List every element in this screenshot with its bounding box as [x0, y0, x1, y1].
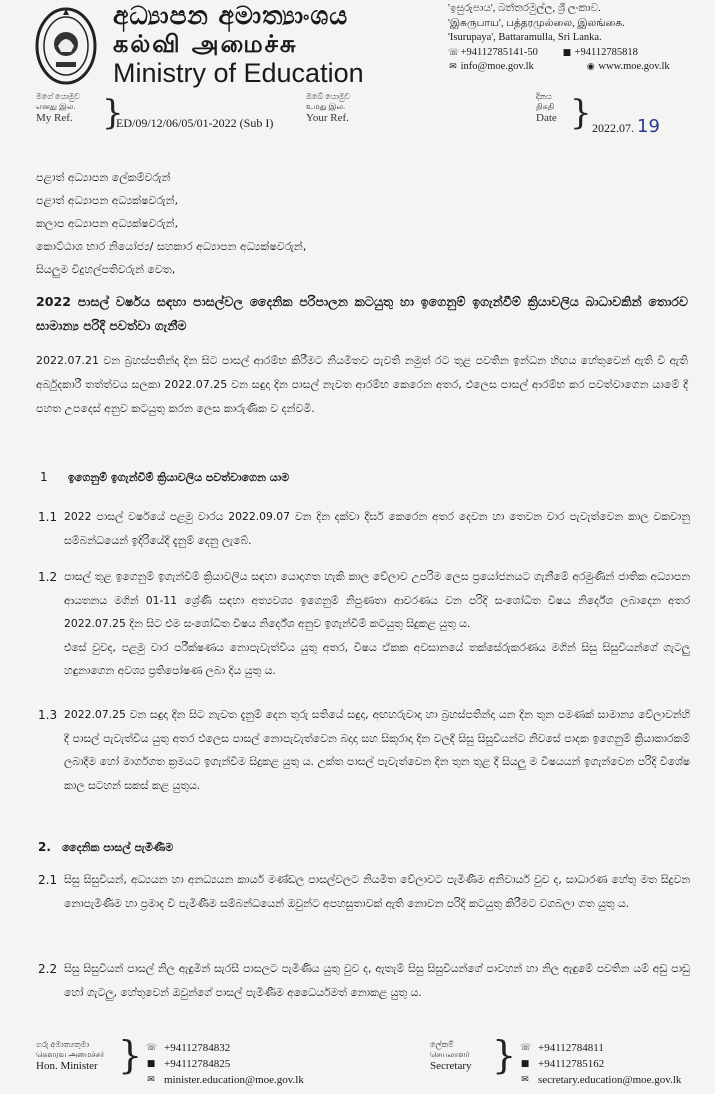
secretary-email[interactable]: secretary.education@moe.gov.lk: [538, 1074, 682, 1086]
address-block: [448, 2, 708, 75]
address-sinhala: 'ඉසුරුපාය', බත්තරමුල්ල, ශ්‍රී ලංකාව.: [448, 3, 601, 14]
ministry-name-sinhala: අධ්‍යාපන අමාත්‍යාංශය: [113, 1, 349, 30]
ministry-name-english: Ministry of Education: [113, 58, 364, 88]
brace-icon: }: [570, 93, 592, 133]
minister-contacts: [146, 1040, 304, 1088]
minister-fax: +94112784825: [164, 1058, 231, 1070]
minister-phone: +94112784832: [164, 1042, 231, 1054]
intro-paragraph: 2022.07.21 වන බ්‍රහස්පතින්දා දින සිට පාසල් ආරම්භ කිරීමට නියමිතව පැවති නමුත් රට තුළ පවතින ඉන්ධන හිඟය හේතුවෙන් ඇති වී ඇති අර්බුදකාරී තත්ත්වය සලකා 2022.07.25 වන සඳුදා දින පාසල් නැවත ආරම්භ කෙරෙන අතර, එලෙස පාසල් ආරම්භ කර පවත්වාගෙන යාමේ දී පහත උපදෙස් අනුව කටයුතු කරන ලෙස කාරුණික ව දන්වමි.: [36, 354, 688, 415]
fax-icon: ■: [562, 47, 572, 58]
ministry-name-block: [113, 2, 403, 88]
phone-icon: ☏: [146, 1043, 158, 1053]
addressee-list: [36, 166, 306, 281]
my-ref-value: ED/09/12/06/05/01-2022 (Sub I): [116, 116, 274, 130]
fax-icon: ■: [146, 1059, 156, 1069]
handwritten-date: 19: [637, 116, 660, 137]
fax-icon: ■: [520, 1059, 530, 1069]
section-2-heading: දෛනික පාසල් පැමිණීම: [62, 841, 174, 854]
section-1-heading: ඉගෙනුම් ඉගැන්වීම් ක්‍රියාවලිය පවත්වාගෙන යාම: [68, 471, 290, 484]
brace-icon: }: [118, 1033, 143, 1077]
website[interactable]: www.moe.gov.lk: [598, 61, 670, 72]
phone-number: +94112785141-50: [460, 46, 538, 58]
address-english: 'Isurupaya', Battaramulla, Sri Lanka.: [448, 32, 602, 43]
minister-label: ගරු අමාත්‍යතුමා கௌரவ அமைச்சர் Hon. Minister: [36, 1040, 105, 1072]
item-1-3-text: 2022.07.25 වන සඳුදා දින සිට නැවත දැනුම් දෙන තුරු සතියේ සඳුදා, අඟහරුවාදා හා බ්‍රහස්පතින්දා යන දින තුන පමණක් සාමාන්‍ය වේලාවන්හි දී පාසල් පැවැත්විය යුතු අතර එලෙස පාසල් නොපැවැත්වෙන බදාදා සහ සිකුරාදා දින වලදී සිසු සිසුවියන්ට නිවසේ පාදක ඉගෙනුම් ක්‍රියාකාරකම් ලබාදීම හෝ මාර්ගගත ක්‍රමයට ඉගැන්වීම සිදුකළ යුතු ය. උක්ත පාසල් පැවැත්වෙන දින තුන තුළ දී සියලු ම විෂයයන් ඉගැන්වෙන පරිදි විශේෂ කාල සටහන් සකස් කළ යුතුය.: [64, 708, 690, 792]
addressee-line: සියලුම විදුහල්පතිවරුන් වෙත,: [36, 263, 176, 276]
email-icon: ✉: [449, 62, 457, 72]
letter-title: 2022 පාසල් වර්ෂය සඳහා පාසල්වල දෛනික පරිපාලන කටයුතු හා ඉගෙනුම් ඉගැන්වීම් ක්‍රියාවලිය බාධාවකින් තොරව සාමාන්‍ය පරිදි පවත්වා ගැනීම: [36, 294, 688, 333]
brace-icon: }: [492, 1033, 517, 1077]
secretary-phone: +94112784811: [538, 1042, 604, 1054]
item-2-1-text: සිසු සිසුවියන්, අධ්‍යයන හා අනධ්‍යයන කාර්ය මණ්ඩල පාසල්වලට නියමිත වේලාවට පැමිණීම අනිවාර්ය වුව ද, සාධාරණ හේතු මත සිදුවන නොපැමිණීම හා ප්‍රමාද වී පැමිණීම සම්බන්ධයෙන් ඔවුන්ට අපහසුතාවක් ඇති නොවන පරිදි කටයුතු කිරීමට වගබලා ගත යුතු ය.: [64, 873, 690, 910]
section-1-number: 1: [40, 470, 48, 484]
phone-icon: ☏: [448, 47, 460, 58]
item-1-3-number: 1.3: [38, 708, 58, 722]
addressee-line: කොට්ඨාශ භාර නියෝජ්‍ය/ සහකාර අධ්‍යාපන අධ්‍යක්ෂවරුන්,: [36, 240, 307, 253]
secretary-fax: +94112785162: [538, 1058, 605, 1070]
item-1-1-text: 2022 පාසල් වර්ෂයේ පළමු වාරය 2022.09.07 වන දින දක්වා දීර්ඝ කෙරෙන අතර දෙවන හා තෙවන වාර පැවැත්වෙන කාල වකවානු සම්බන්ධයෙන් ඉදිරියේදී දැනුම් දෙනු ලැබේ.: [64, 510, 690, 547]
your-ref-label: ඔබේ යොමුව உமது இல. Your Ref.: [306, 92, 351, 124]
address-tamil: 'இசுருபாய', பத்தரமுல்லை, இலங்கை.: [448, 17, 625, 29]
web-icon: ◉: [586, 62, 595, 72]
reference-row: [36, 92, 696, 144]
minister-email[interactable]: minister.education@moe.gov.lk: [164, 1074, 304, 1086]
date-value: 2022.07. 19: [592, 116, 660, 137]
fax-number: +94112785818: [574, 46, 638, 58]
item-1-1-number: 1.1: [38, 510, 58, 524]
item-1-2-number: 1.2: [38, 570, 58, 584]
email-address[interactable]: info@moe.gov.lk: [460, 61, 534, 72]
phone-icon: ☏: [520, 1043, 532, 1053]
email-icon: ✉: [147, 1075, 155, 1085]
secretary-label: ලේකම් செயலாளர் Secretary: [430, 1040, 472, 1072]
addressee-line: පළාත් අධ්‍යාපන අධ්‍යක්ෂවරුන්,: [36, 194, 179, 207]
ministry-name-tamil: கல்வி அமைச்சு: [113, 30, 298, 58]
brace-icon: }: [102, 93, 124, 133]
sri-lanka-emblem-icon: [34, 6, 98, 86]
date-label: දිනය திகதி Date: [536, 92, 557, 124]
item-2-2-number: 2.2: [38, 962, 58, 976]
item-1-2-text: පාසල් තුළ ඉගෙනුම් ඉගැන්වීම් ක්‍රියාවලිය සඳහා යොදාගත හැකි කාල වේලාව උපරිම ලෙස ප්‍රයෝජනයට ගැනීමේ අරමුණින් ජාතික අධ්‍යාපන ආයතනය මගින් 01-11 ශ්‍රේණි සඳහා අත්‍යවශ්‍ය ඉගෙනුම් නිපුණතා ආවරණය වන පරිදි සංශෝධිත විෂය නිර්දේශ ලබාදෙන අතර 2022.07.25 දින සිට එම සංශෝධිත විෂය නිර්දේශ අනුව ඉගැන්වීම් කටයුතු සිදුකළ යුතු ය. එසේ වුවද, පළමු වාර පරීක්ෂණය නොපැවැත්විය යුතු අතර, විෂය ඒකක අවසානයේ තක්සේරුකරණය මගින් සිසු සිසුවියන්ගේ ගැටලු හඳුනාගෙන අවශ්‍ය ප්‍රතිපෝෂණ ලබා දිය යුතු ය.: [64, 570, 690, 677]
my-ref-label: මගේ යොමුව எனது இல. My Ref.: [36, 92, 81, 124]
email-icon: ✉: [521, 1075, 529, 1085]
item-2-2-text: සිසු සිසුවියන් පාසල් නිල ඇඳුමින් සැරසී පාසලට පැමිණිය යුතු වුව ද, ඇතැම් සිසු සිසුවියන්ගේ පාවහන් හා නිල ඇඳුමේ පවතින යම් අඩු පාඩු හෝ ගැටලු, හේතුවෙන් ඔවුන්ගේ පාසල් පැමිණීම අධෛර්යමත් නොකළ යුතු ය.: [64, 962, 690, 999]
addressee-line: කලාප අධ්‍යාපන අධ්‍යක්ෂවරුන්,: [36, 217, 179, 230]
secretary-contacts: [520, 1040, 681, 1088]
section-2-number: 2.: [38, 840, 51, 854]
item-2-1-number: 2.1: [38, 873, 58, 887]
addressee-line: පළාත් අධ්‍යාපන ලේකම්වරුන්: [36, 171, 171, 184]
